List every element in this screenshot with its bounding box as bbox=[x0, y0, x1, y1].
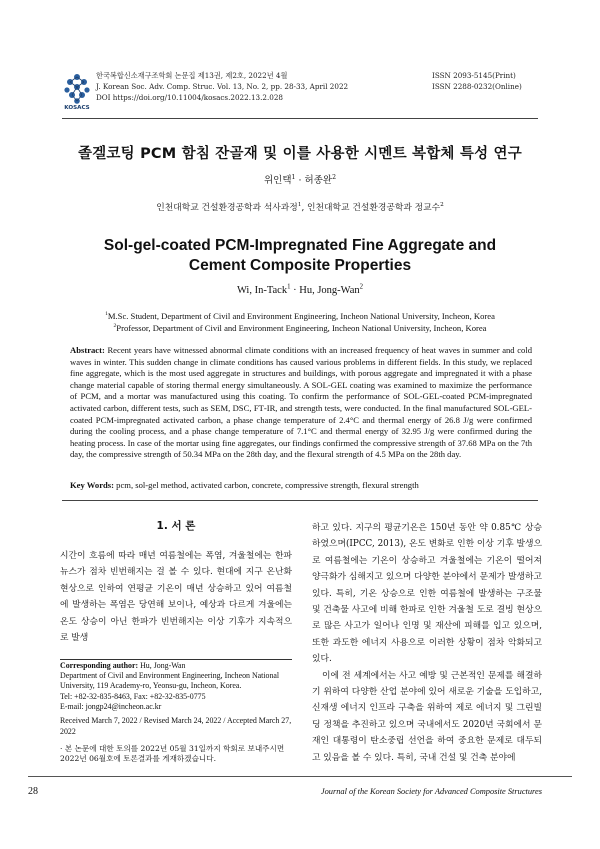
correspondence-phone: Tel: +82-32-835-8463, Fax: +82-32-835-0775 bbox=[60, 691, 206, 701]
english-author-1-mark: 1 bbox=[287, 283, 291, 291]
received-dates: Received March 7, 2022 / Revised March 24, 2022 / Accepted March 27, 2022 bbox=[60, 716, 292, 736]
discussion-note: · 본 논문에 대한 토의를 2022년 05월 31일까지 학회로 보내주시면 2022년 06월호에 토론결과를 게재하겠습니다. bbox=[60, 744, 285, 763]
korean-affiliation-2: 인천대학교 건설환경공학과 정교수 bbox=[307, 203, 441, 213]
korean-affiliation-separator: , bbox=[301, 203, 308, 213]
keywords-text: pcm, sol-gel method, activated carbon, concrete, compressive strength, flexural strength bbox=[116, 480, 419, 490]
english-title-line-2: Cement Composite Properties bbox=[188, 257, 412, 274]
korean-affiliation-1: 인천대학교 건설환경공학과 석사과정 bbox=[156, 203, 298, 213]
section-heading: 1. 서 론 bbox=[156, 520, 196, 532]
correspondence-address: Department of Civil and Environment Engineering, Incheon National University, 119 Academy-ro, Yeonsu-gu, Incheon, Korea. bbox=[60, 671, 280, 691]
issn-online: ISSN 2288-0232(Online) bbox=[432, 82, 522, 91]
abstract bbox=[70, 345, 532, 461]
english-title-line-1: Sol-gel-coated PCM-Impregnated Fine Aggregate and bbox=[103, 237, 497, 254]
journal-name-english: J. Korean Soc. Adv. Comp. Struc. Vol. 13, No. 2, pp. 28-33, April 2022 bbox=[96, 82, 349, 91]
body-right-paragraph-2: 이에 전 세계에서는 사고 예방 및 근본적인 문제를 해결하기 위하여 다양한 산업 분야에 있어 새로운 기술을 도입하고, 신재생 에너지 인프라 구축을 위하여 제로 에너지 및 그린빌딩 정책을 추진하고 있으며 국내에서도 2020년 국회에서 문재인 대통령이 탄소중립 선언을 하여 중요한 문제로 대두되고 있음을 볼 수 있다. 특히, 국내 건설 및 건축 분야에 bbox=[312, 670, 542, 763]
header-divider bbox=[62, 118, 538, 119]
footer-journal-name: Journal of the Korean Society for Advanced Composite Structures bbox=[320, 787, 542, 796]
journal-header bbox=[96, 70, 348, 103]
body-right-paragraph-1: 하고 있다. 지구의 평균기온은 150년 동안 약 0.85℃ 상승하였으며(IPCC, 2013), 온도 변화로 인한 이상 기후 발생으로 여름철에는 기온이 상승하고 겨울철에는 기온이 떨어져 양극화가 심해지고 있으며 다양한 분야에서 문제가 발생하고 있다. 특히, 기온 상승으로 인한 여름철에 발생하는 구조물 및 건축물 사고에 비해 한파로 인한 겨울철 도로 결빙 현상으로 많은 사고가 일어나 인명 및 재산에 피해를 입고 있으며, 또한 과도한 에너지 사용으로 이러한 상황이 점차 악화되고 있다. bbox=[312, 523, 542, 665]
korean-author-separator: · bbox=[298, 175, 302, 186]
keywords bbox=[70, 480, 532, 492]
correspondence-name: Hu, Jong-Wan bbox=[140, 661, 186, 670]
korean-author-1: 위인택 bbox=[264, 175, 292, 186]
footnote-divider bbox=[60, 659, 292, 660]
correspondence-email[interactable]: E-mail: jongp24@incheon.ac.kr bbox=[60, 701, 162, 711]
abstract-label: Abstract: bbox=[70, 345, 105, 355]
journal-name-korean: 한국복합신소재구조학회 논문집 제13권, 제2호, 2022년 4월 bbox=[96, 71, 288, 80]
english-title bbox=[60, 236, 540, 276]
english-affiliation-2: Professor, Department of Civil and Environment Engineering, Incheon National University, Incheon, Korea bbox=[116, 323, 487, 333]
journal-logo bbox=[64, 73, 90, 113]
english-affiliation-2-mark: 2 bbox=[113, 323, 117, 330]
english-affiliations bbox=[60, 310, 540, 334]
abstract-text: Recent years have witnessed abnormal climate conditions with an increased frequency of heat waves in summer and cold waves in winter. This sudden change in climate conditions has caused various problems in different fields. In this study, we replaced fine aggregate, which is the most used aggregate in structures and buildings, with porous aggregate and impregnated it with a phase change material capable of storing thermal energy simultaneously. A SOL‐GEL coating was examined to maximize the performance of PCM, and a mortar was manufactured using this coating. To confirm the performance of SOL‐GEL-coated PCM-impregnated activated carbon, different tests, such as SEM, DSC, FT‐IR, and strength tests, were conducted. In the final manufactured SOL‐GEL-coated PCM-impregnated activated carbon, a phase change temperature of 2.4°C and thermal energy of 26.8 J/g were confirmed during the cooling process, and a phase change temperature of 7.1°C and thermal energy of 32.95 J/g were confirmed during the heating process. In case of the mortar using fine aggregates, our findings confirmed the compressive strength of 37.68 MPa on the 7th day, the compressive strength of 50.34 MPa on the 28th day, and the flexural strength of 4.5 MPa on the 28th day. bbox=[70, 345, 533, 460]
english-author-2-mark: 2 bbox=[359, 283, 364, 291]
body-right-column bbox=[312, 520, 542, 766]
korean-author-2: 허종완 bbox=[304, 175, 333, 186]
issn-block bbox=[432, 70, 522, 92]
correspondence bbox=[60, 661, 292, 712]
korean-affiliation-1-mark: 1 bbox=[297, 202, 302, 209]
korean-author-2-mark: 2 bbox=[332, 173, 336, 181]
english-author-separator: · bbox=[293, 285, 297, 296]
doi-link[interactable]: DOI https://doi.org/10.11004/kosacs.2022.13.2.028 bbox=[96, 93, 283, 102]
korean-authors bbox=[60, 172, 540, 186]
korean-affiliation-2-mark: 2 bbox=[440, 202, 444, 209]
english-affiliation-1-mark: 1 bbox=[105, 311, 108, 318]
page-number: 28 bbox=[28, 786, 38, 797]
korean-affiliations bbox=[60, 200, 540, 213]
english-affiliation-1: M.Sc. Student, Department of Civil and Environment Engineering, Incheon National University, Incheon, Korea bbox=[107, 311, 495, 321]
korean-title: 졸겔코팅 PCM 함침 잔골재 및 이를 사용한 시멘트 복합체 특성 연구 bbox=[78, 146, 522, 162]
logo-text: KOSACS bbox=[64, 105, 90, 111]
english-author-1: Wi, In-Tack bbox=[236, 285, 288, 296]
footer-divider bbox=[28, 776, 572, 777]
korean-author-1-mark: 1 bbox=[291, 173, 296, 181]
issn-print: ISSN 2093-5145(Print) bbox=[432, 71, 516, 80]
english-authors bbox=[60, 285, 540, 296]
body-left-column: 시간이 흐름에 따라 매년 여름철에는 폭염, 겨울철에는 한파 뉴스가 점차 빈번해지는 걸 볼 수 있다. 현대에 지구 온난화 현상으로 인하여 연평균 기온이 매년 상승하고 있어 여름철에 발생하는 폭염은 당연해 보이나, 예상과 다르게 겨울에는 온도 상승이 아닌 한파가 빈번해지는 이상 기후가 지속적으로 발생 bbox=[60, 551, 292, 644]
abstract-divider bbox=[62, 500, 538, 501]
english-author-2: Hu, Jong-Wan bbox=[299, 285, 360, 296]
correspondence-label: Corresponding author: bbox=[60, 661, 139, 670]
keywords-label: Key Words: bbox=[70, 480, 115, 490]
